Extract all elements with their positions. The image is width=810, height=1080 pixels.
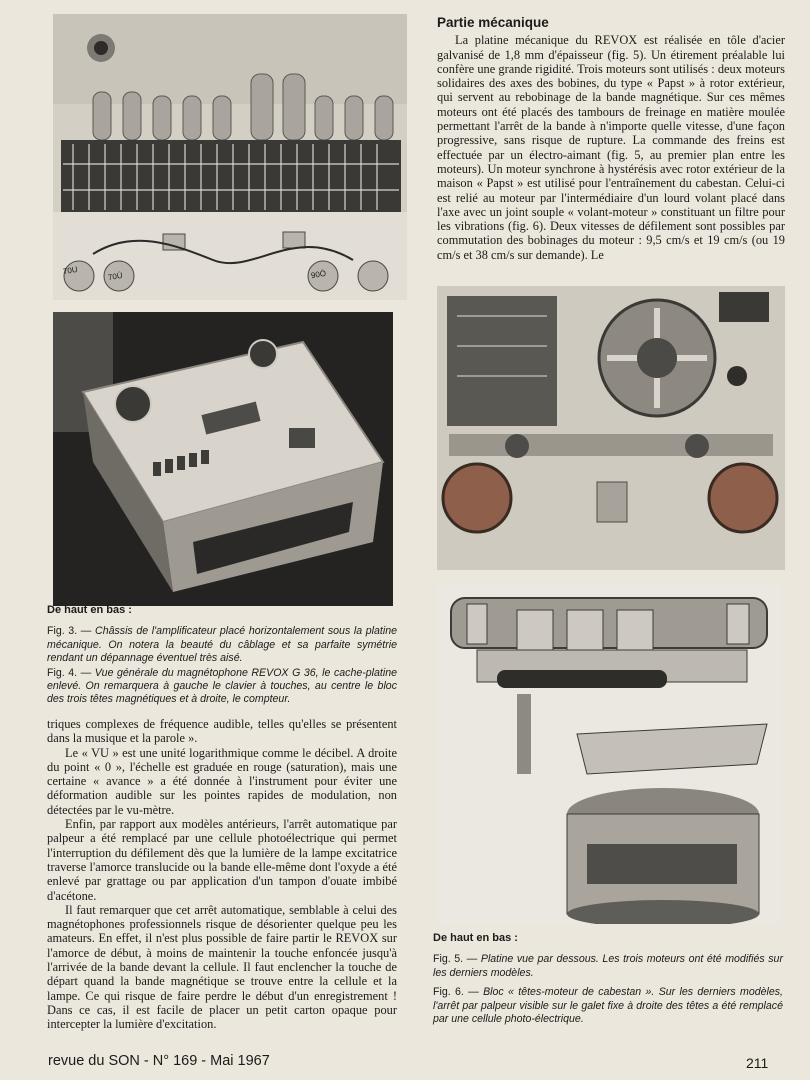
right-caption-heading: De haut en bas : — [433, 932, 518, 944]
footer-publication: revue du SON - N° 169 - Mai 1967 — [48, 1053, 270, 1069]
body-paragraph-2: Le « VU » est une unité logarithmique comme le décibel. A droite du point « 0 », l'échelle est graduée en rouge (saturation), mais une certaine « avance » a été donnée à l'instrument pour éviter une déformation audible sur les pointes rapides de modulation, non détectées par le vu-mètre. — [47, 745, 397, 817]
footer-page-number: 211 — [746, 1055, 769, 1071]
fig3-photo-amplifier-chassis — [53, 14, 407, 300]
left-column-body — [47, 717, 397, 1032]
right-figure-caption — [433, 932, 783, 1027]
body-paragraph-1: triques complexes de fréquence audible, telles qu'elles se présentent dans la musique et la parole ». — [47, 717, 397, 746]
section-title-partie-mecanique: Partie mécanique — [437, 15, 549, 30]
left-figure-caption — [47, 604, 397, 708]
fig5-text: Platine vue par dessous. Les trois moteurs ont été modifiés sur les derniers modèles. — [433, 953, 783, 979]
fig6-photo-head-capstan-block — [437, 584, 781, 924]
fig4-caption — [47, 667, 397, 707]
right-column-top — [437, 16, 785, 262]
fig6-caption — [433, 986, 783, 1026]
fig5-photo-platine-underside — [437, 286, 785, 570]
fig5-label: Fig. 5. — — [433, 953, 478, 966]
fig3-text: Châssis de l'amplificateur placé horizontalement sous la platine mécanique. On notera la beauté du câblage et sa parfaite symétrie rendant un dépannage éventuel très aisé. — [47, 625, 397, 665]
photo-label-pot-2: 70Ü — [107, 270, 124, 283]
fig4-photo-revox-g36 — [53, 312, 393, 606]
head-block-illustration — [437, 584, 781, 924]
platine-illustration — [437, 286, 785, 570]
body-paragraph-3: Enfin, par rapport aux modèles antérieurs, l'arrêt automatique par palpeur a été remplacé par une cellule photoélectrique qui permet l'interruption du défilement dès que la lumière de la lampe excitatrice traverse l'amorce translucide ou la bande elle-même dont l'oxyde a été enlevé par grattage ou par application d'un tampon d'ouate imbibé d'acétone. — [47, 817, 397, 903]
fig3-label: Fig. 3. — — [47, 625, 92, 638]
fig4-text: Vue générale du magnétophone REVOX G 36, le cache-platine enlevé. On remarquera à gauche le clavier à touches, au centre le bloc des trois têtes magnétiques et à droite, le compteur. — [47, 666, 397, 706]
fig4-label: Fig. 4. — — [47, 666, 92, 679]
mechanical-paragraph: La platine mécanique du REVOX est réalisée en tôle d'acier galvanisé de 1,8 mm d'épaisseur (fig. 5). Un étirement préalable lui confère une grande rigidité. Trois moteurs sont utilisés : deux moteurs solidaires des axes des bobines, du type « Papst » à rotor extérieur, qui servent au rebobinage de la bande magnétique. Sur ces mêmes moteurs ont été placés des tambours de freinage en matière moulée permettant l'arrêt de la bande à n'importe quelle vitesse, d'une façon progressive, sans risque de rupture. La commande des freins est effectuée par un électro-aimant (fig. 5, au premier plan entre les moteurs). Un moteur synchrone à hystérésis avec rotor extérieur de la maison « Papst » est utilisé pour l'entraînement du cabestan. Celui-ci est relié au moteur par l'intermédiaire d'un lourd volant placé dans l'axe avec un joint souple « volant-moteur » constituant un filtre pour les vibrations (fig. 6). Deux vitesses de défilement sont possibles par commutation des bobinages du moteur : 9,5 cm/s et 19 cm/s (ou 19 cm/s et 38 cm/s sur demande). Le — [437, 33, 785, 262]
fig5-caption — [433, 953, 783, 980]
fig6-label: Fig. 6. — — [433, 986, 479, 999]
fig3-caption — [47, 625, 397, 665]
chassis-illustration — [53, 14, 407, 300]
fig6-text: Bloc « têtes-moteur de cabestan ». Sur les derniers modèles, l'arrêt par palpeur visible sur le galet fixe à droite des têtes a été remplacé par une cellule photo-électrique. — [433, 986, 783, 1026]
body-paragraph-4: Il faut remarquer que cet arrêt automatique, semblable à celui des magnétophones professionnels risque de désorienter quelque peu les amateurs. En effet, il n'est plus possible de faire partir le REVOX sur l'amorce de début, à moins de maintenir la touche enfoncée jusqu'à l'arrivée de la bande devant la cellule. Il faut enclencher la touche de départ quand la bande magnétique se trouve entre la cellule et la lampe. Ce qui risque de faire perdre le début d'un enregistrement ! Dans ce cas, il est facile de placer un petit carton opaque pour intercepter la lumière d'excitation. — [47, 902, 397, 1032]
left-caption-heading: De haut en bas : — [47, 604, 132, 616]
revox-illustration — [53, 312, 393, 606]
photo-label-pot-1: 70U — [62, 264, 79, 277]
photo-label-pot-3: 90Ö — [310, 268, 327, 281]
